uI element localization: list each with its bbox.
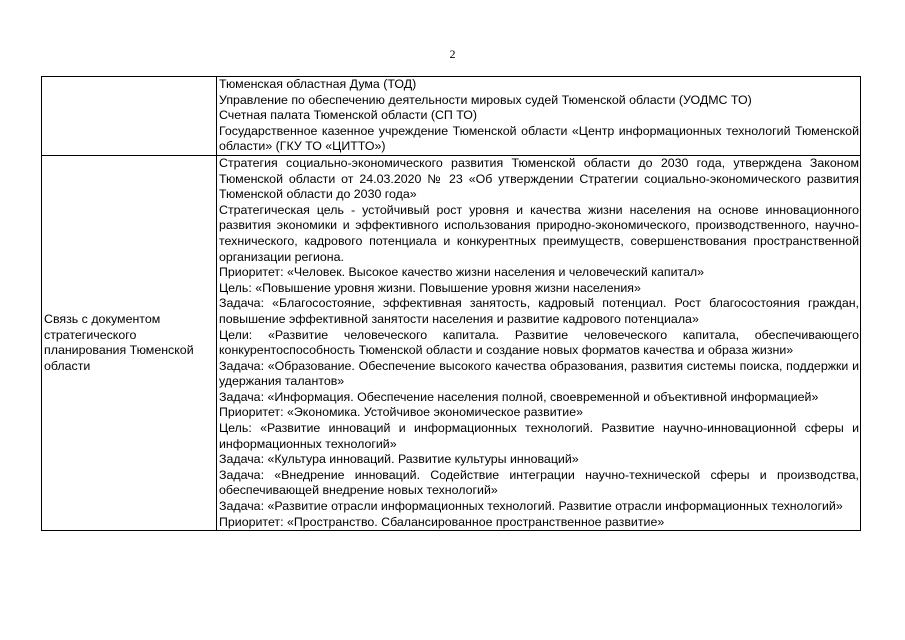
- document-table: [41, 76, 861, 531]
- paragraph: Задача: «Информация. Обеспечение населения полной, своевременной и объективной информацией»: [219, 389, 819, 404]
- table-row: [42, 77, 861, 156]
- paragraph: Управление по обеспечению деятельности мировых судей Тюменской области (УОДМС ТО): [219, 92, 752, 107]
- paragraph: Государственное казенное учреждение Тюменской области «Центр информационных технологий Тюменской области» (ГКУ ТО «ЦИТТО»): [219, 123, 859, 154]
- paragraph: Цель: «Развитие инноваций и информационных технологий. Развитие научно-инновационной сферы и информационных технологий»: [219, 421, 859, 451]
- paragraph: Задача: «Образование. Обеспечение высокого качества образования, развития системы поиска, поддержки и удержания талантов»: [219, 358, 859, 389]
- row-label-cell: [42, 77, 217, 156]
- table-row: [42, 155, 861, 530]
- paragraph: Приоритет: «Человек. Высокое качество жизни населения и человеческий капитал»: [219, 265, 705, 280]
- paragraph: Задача: «Культура инноваций. Развитие культуры инноваций»: [219, 452, 579, 467]
- row-label-cell: Связь с документом стратегического планирования Тюменской области: [42, 155, 217, 530]
- row-content-cell: [217, 77, 861, 156]
- paragraph: Приоритет: «Пространство. Сбалансированное пространственное развитие»: [219, 514, 665, 529]
- paragraph: Цель: «Повышение уровня жизни. Повышение уровня жизни населения»: [219, 280, 641, 295]
- page-number: 2: [449, 47, 456, 61]
- paragraph: Цели: «Развитие человеческого капитала. Развитие человеческого капитала, обеспечивающего конкурентоспособность Тюменской области и создание новых форматов качества и образа жизни»: [219, 327, 859, 358]
- paragraph: Тюменская областная Дума (ТОД): [219, 77, 417, 91]
- row-content-cell: [217, 155, 861, 530]
- paragraph: Стратегия социально-экономического развития Тюменской области до 2030 года, утверждена Законом Тюменской области от 24.03.2020 № 23 «Об утверждении Стратегии социально-экономического развития Тюменской области до 2030 года»: [219, 155, 859, 202]
- paragraph: Стратегическая цель - устойчивый рост уровня и качества жизни населения на основе инновационного развития экономики и эффективного использования природно-экономического, производственного, научно-технического, кадрового потенциала и конкурентных преимуществ, совершенствования пространственной организации региона.: [219, 202, 859, 264]
- paragraph: Задача: «Внедрение инноваций. Содействие интеграции научно-технической сферы и производства, обеспечивающей внедрение новых технологий»: [219, 467, 859, 498]
- paragraph: Задача: «Благосостояние, эффективная занятость, кадровый потенциал. Рост благосостояния граждан, повышение эффективной занятости населения и развитие кадрового потенциала»: [219, 296, 859, 326]
- paragraph: Счетная палата Тюменской области (СП ТО): [219, 108, 478, 123]
- paragraph: Задача: «Развитие отрасли информационных технологий. Развитие отрасли информационных технологий»: [219, 499, 843, 514]
- paragraph: Приоритет: «Экономика. Устойчивое экономическое развитие»: [219, 405, 583, 420]
